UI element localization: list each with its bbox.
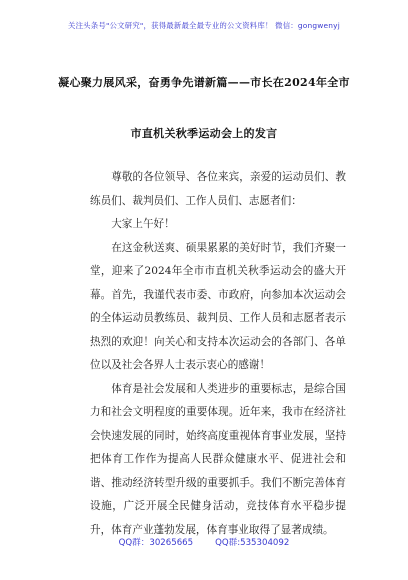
welcome-paragraph: 在这金秋送爽、硕果累累的美好时节，我们齐聚一堂，迎来了2024年全市市直机关秋季运动会的盛大开幕。首先，我谨代表市委、市政府，向参加本次运动会的全体运动员教练员、裁判员、工作人员和志愿者表示热烈的欢迎！向关心和支持本次运动会的各部门、各单位以及社会各界人士表示衷心的感谢！ (90, 241, 346, 371)
header-banner: 关注头条号"公文研究"，获得最新最全最专业的公文资料库！ 微信：gongwenyj (68, 21, 340, 30)
qq-group-1: QQ群：30265665 (118, 538, 194, 548)
qq-group-2: QQ群:535304092 (215, 538, 290, 548)
greeting-paragraph: 大家上午好！ (111, 218, 175, 230)
sports-importance-paragraph: 体育是社会发展和人类进步的重要标志，是综合国力和社会文明程度的重要体现。近年来，我市在经济社会快速发展的同时，始终高度重视体育事业发展，坚持把体育工作作为提高人民群众健康水平、促进社会和谐、推动经济转型升级的重要抓手。我们不断完善体育设施，广泛开展全民健身活动，竞技体育水平稳步提升，体育产业蓬勃发展，体育事业取得了显著成绩。 (90, 382, 346, 536)
document-title-line-2: 市直机关秋季运动会上的发言 (130, 127, 278, 140)
footer-qq-groups (0, 536, 408, 548)
salutation-paragraph: 尊敬的各位领导、各位来宾，亲爱的运动员们、教练员们、裁判员们、工作人员们、志愿者们： (90, 171, 346, 207)
document-title-line-1: 凝心聚力展风采，奋勇争先谱新篇——市长在2024年全市 (58, 76, 350, 89)
document-body (90, 166, 346, 542)
